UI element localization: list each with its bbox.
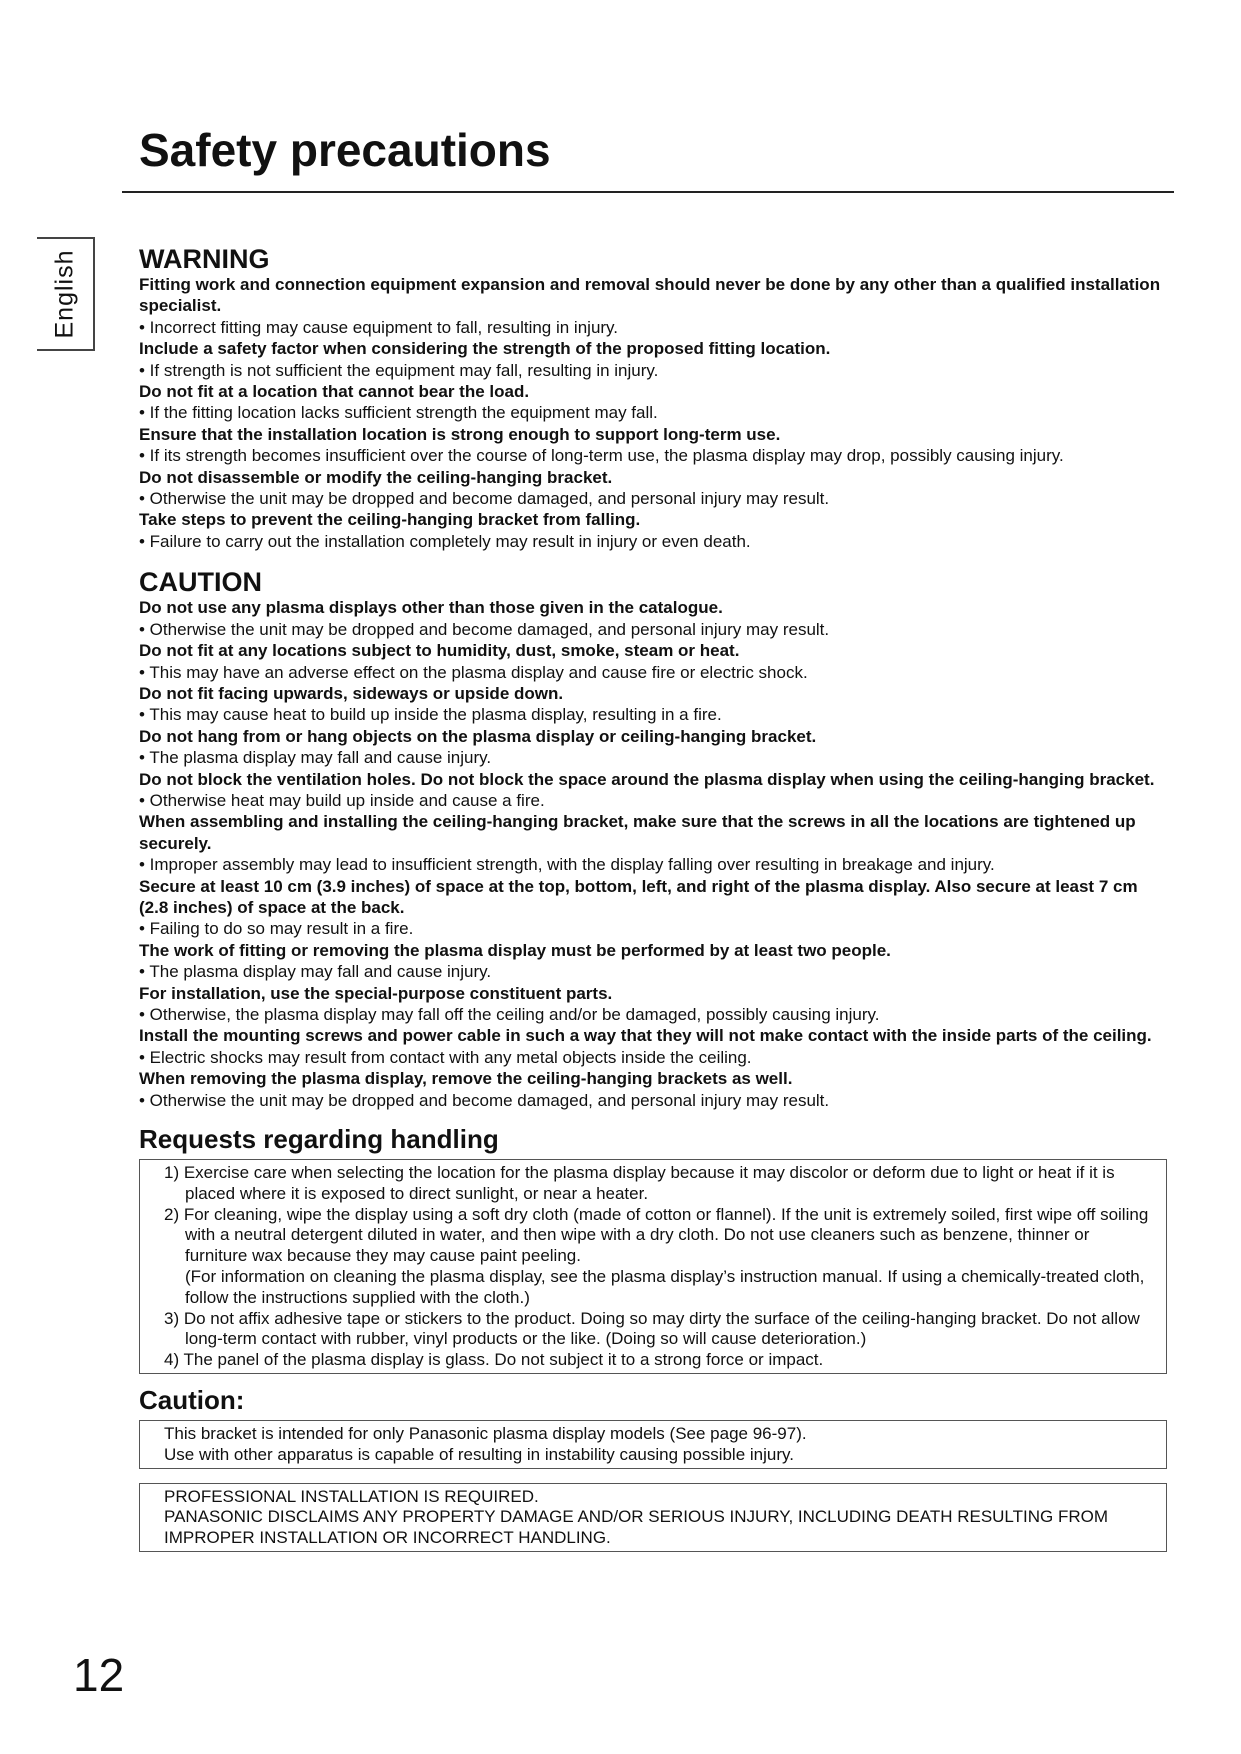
disclaimer-line: PROFESSIONAL INSTALLATION IS REQUIRED. — [164, 1486, 539, 1506]
caution-heading: CAUTION — [139, 567, 262, 598]
request-item-note: (For information on cleaning the plasma display, see the plasma display’s instruction manual. If using a chemically-treated cloth, follow the instructions supplied with the cloth.) — [185, 1267, 1145, 1307]
caution-box-line: Use with other apparatus is capable of resulting in instability causing possible injury. — [164, 1444, 794, 1464]
warning-item-note: • Otherwise the unit may be dropped and become damaged, and personal injury may result. — [139, 489, 830, 509]
caution-item-note: • Otherwise heat may build up inside and cause a fire. — [139, 790, 545, 810]
caution-box — [139, 1420, 1167, 1469]
warning-list — [139, 274, 1169, 552]
request-item: 3) Do not affix adhesive tape or stickers to the product. Doing so may dirty the surface of the ceiling-hanging bracket. Do not allow long-term contact with rubber, vinyl products or the like. (Doing so will cause deterioration.) — [164, 1308, 1140, 1349]
page-number: 12 — [73, 1649, 125, 1701]
disclaimer-line: PANASONIC DISCLAIMS ANY PROPERTY DAMAGE AND/OR SERIOUS INJURY, INCLUDING DEATH RESULTING FROM IMPROPER INSTALLATION OR INCORRECT HANDLING. — [164, 1507, 1108, 1548]
warning-item-title: Do not fit at a location that cannot bear the load. — [139, 382, 530, 402]
language-tab — [37, 237, 95, 351]
page-title: Safety precautions — [139, 124, 551, 176]
caution-item-note: • Failing to do so may result in a fire. — [139, 919, 414, 939]
request-item: 1) Exercise care when selecting the location for the plasma display because it may discolor or deform due to light or heat if it is placed where it is exposed to direct sunlight, or near a heater. — [164, 1163, 1115, 1203]
caution-item-title: When removing the plasma display, remove the ceiling-hanging brackets as well. — [139, 1069, 793, 1089]
requests-box — [139, 1159, 1167, 1374]
warning-item-title: Do not disassemble or modify the ceiling-hanging bracket. — [139, 467, 613, 487]
warning-item-note: • Failure to carry out the installation completely may result in injury or even death. — [139, 531, 751, 551]
caution-item-title: Do not fit facing upwards, sideways or upside down. — [139, 683, 564, 703]
warning-section — [139, 244, 1169, 552]
caution-item-note: • The plasma display may fall and cause injury. — [139, 962, 492, 982]
caution-box-heading: Caution: — [139, 1385, 245, 1415]
caution-item-title: Do not fit at any locations subject to humidity, dust, smoke, steam or heat. — [139, 641, 740, 661]
caution-item-note: • This may cause heat to build up inside the plasma display, resulting in a fire. — [139, 705, 722, 725]
requests-section — [139, 1123, 1169, 1374]
warning-item-note: • If strength is not sufficient the equipment may fall, resulting in injury. — [139, 360, 659, 380]
caution-item-note: • Improper assembly may lead to insufficient strength, with the display falling over resulting in breakage and injury. — [139, 855, 995, 875]
caution-item-note: • The plasma display may fall and cause injury. — [139, 748, 492, 768]
warning-item-title: Ensure that the installation location is strong enough to support long-term use. — [139, 424, 781, 444]
content — [139, 244, 1169, 1552]
caution-item-note: • Otherwise the unit may be dropped and become damaged, and personal injury may result. — [139, 619, 830, 639]
caution-item-title: Secure at least 10 cm (3.9 inches) of space at the top, bottom, left, and right of the plasma display. Also secure at least 7 cm (2.8 inches) of space at the back. — [139, 876, 1138, 917]
disclaimer-box — [139, 1483, 1167, 1552]
caution-item-title: Do not hang from or hang objects on the plasma display or ceiling-hanging bracket. — [139, 726, 817, 746]
request-item: 4) The panel of the plasma display is glass. Do not subject it to a strong force or impact. — [164, 1350, 824, 1370]
caution-list — [139, 597, 1169, 1111]
warning-item-title: Include a safety factor when considering the strength of the proposed fitting location. — [139, 339, 831, 359]
caution-section — [139, 567, 1169, 1111]
request-item: 2) For cleaning, wipe the display using a soft dry cloth (made of cotton or flannel). If the unit is extremely soiled, first wipe off soiling with a neutral detergent diluted in water, and then wipe with a dry cloth. Do not use cleaners such as benzene, thinner or furniture wax because they may cause paint peeling. — [164, 1204, 1149, 1266]
caution-item-title: Install the mounting screws and power cable in such a way that they will not make contact with the inside parts of the ceiling. — [139, 1026, 1152, 1046]
caution-item-note: • Otherwise the unit may be dropped and become damaged, and personal injury may result. — [139, 1090, 830, 1110]
caution-box-section — [139, 1384, 1169, 1552]
warning-item-title: Take steps to prevent the ceiling-hanging bracket from falling. — [139, 510, 641, 530]
warning-item-note: • Incorrect fitting may cause equipment to fall, resulting in injury. — [139, 317, 619, 337]
caution-item-note: • Otherwise, the plasma display may fall off the ceiling and/or be damaged, possibly causing injury. — [139, 1005, 880, 1024]
requests-heading: Requests regarding handling — [139, 1124, 499, 1155]
caution-item-title: Do not block the ventilation holes. Do not block the space around the plasma display when using the ceiling-hanging bracket. — [139, 769, 1155, 789]
caution-item-title: For installation, use the special-purpose constituent parts. — [139, 983, 613, 1003]
warning-item-title: Fitting work and connection equipment expansion and removal should never be done by any other than a qualified installation specialist. — [139, 275, 1161, 316]
warning-item-note: • If its strength becomes insufficient over the course of long-term use, the plasma display may drop, possibly causing injury. — [139, 446, 1064, 466]
caution-item-title: When assembling and installing the ceiling-hanging bracket, make sure that the screws in all the locations are tightened up securely. — [139, 812, 1136, 853]
caution-item-note: • Electric shocks may result from contact with any metal objects inside the ceiling. — [139, 1047, 752, 1067]
warning-item-note: • If the fitting location lacks sufficient strength the equipment may fall. — [139, 403, 658, 423]
caution-item-title: The work of fitting or removing the plasma display must be performed by at least two people. — [139, 940, 891, 960]
caution-item-title: Do not use any plasma displays other than those given in the catalogue. — [139, 598, 723, 618]
caution-item-note: • This may have an adverse effect on the plasma display and cause fire or electric shock. — [139, 662, 808, 682]
language-tab-label: English — [50, 249, 79, 339]
caution-box-line: This bracket is intended for only Panasonic plasma display models (See page 96-97). — [164, 1424, 807, 1443]
title-divider — [122, 191, 1174, 193]
warning-heading: WARNING — [139, 244, 270, 274]
